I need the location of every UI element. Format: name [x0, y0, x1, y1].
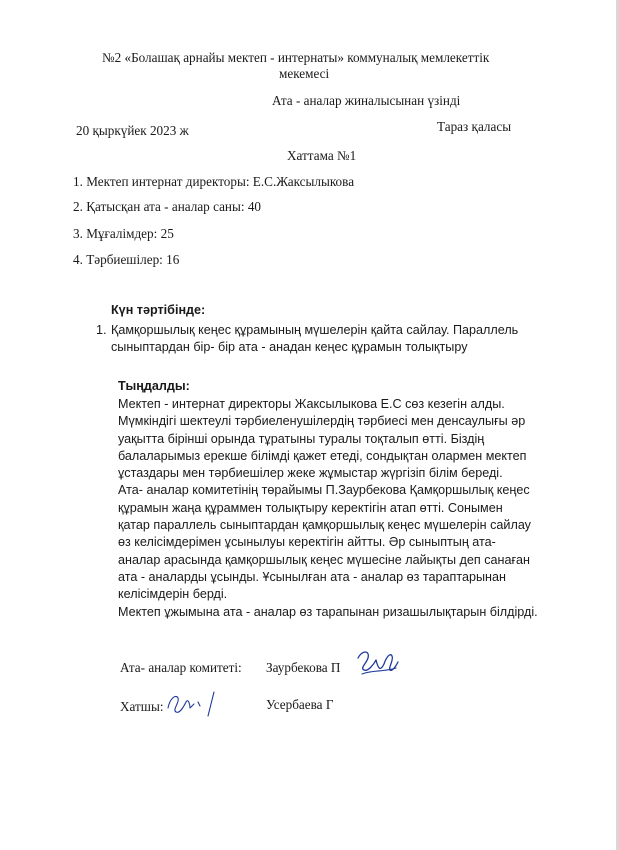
heard-line: Ата- аналар комитетінің төрайымы П.Заурбекова Қамқоршылық кеңес	[118, 483, 530, 498]
secretary-name: Усербаева Г	[266, 697, 334, 712]
agenda-heading: Күн тәртібінде:	[111, 303, 206, 317]
document-city: Тараз қаласы	[437, 119, 512, 134]
document-date: 20 қыркүйек 2023 ж	[76, 123, 189, 138]
attendee-number: 4.	[73, 252, 83, 267]
document-subtitle: Ата - аналар жиналысынан үзінді	[272, 93, 461, 108]
attendee-label: Қатысқан ата - аналар саны:	[86, 199, 245, 214]
heard-line: Мектеп ұжымына ата - аналар өз тарапынан ризашылықтарын білдірді.	[118, 604, 538, 619]
heard-line: қатар параллель сыныптардан қамқоршылық кеңес мүшелерін сайлау	[118, 518, 531, 533]
attendee-label: Мектеп интернат директоры:	[86, 174, 250, 189]
heard-line: құрамын жаңа құраммен толықтыру керектігін атап өтті. Сонымен	[118, 500, 503, 515]
attendee-number: 1.	[73, 174, 83, 189]
heard-line: Мүмкіндігі шектеулі тәрбиеленушілердің тәрбиесі мен денсаулығы әр	[118, 414, 526, 429]
committee-signature-image	[354, 646, 402, 680]
attendee-row-teachers	[73, 226, 174, 242]
heard-line: ата - аналарды ұсынды. Ұсынылған ата - аналар өз тараптарынан	[118, 569, 506, 584]
heard-line: балаларымыз ерекше білімді қажет етеді, сондықтан олармен мектеп	[118, 448, 527, 463]
agenda-item-number: 1.	[96, 323, 107, 337]
attendee-row-educators	[73, 252, 179, 268]
org-name-line2: мекемесі	[279, 66, 330, 81]
secretary-signature-image	[164, 688, 228, 718]
secretary-label: Хатшы:	[120, 699, 164, 714]
agenda-item-line2: сыныптардан бір- бір ата - анадан кеңес құрамын толықтыру	[111, 340, 468, 354]
agenda-item-line1: Қамқоршылық кеңес құрамының мүшелерін қайта сайлау. Параллель	[111, 323, 519, 337]
heard-paragraph	[118, 396, 568, 621]
attendee-value: 16	[166, 252, 180, 267]
attendee-row-parents	[73, 199, 261, 215]
heard-line: ұстаздары мен тәрбиешілер жеке жұмыстар жүргізіп білім береді.	[118, 466, 503, 481]
attendee-number: 2.	[73, 199, 83, 214]
org-name-line1: №2 «Болашақ арнайы мектеп - интернаты» коммуналық мемлекеттік	[102, 50, 490, 65]
heard-heading: Тыңдалды:	[118, 379, 190, 393]
attendee-value: 25	[160, 226, 174, 241]
attendee-value: Е.С.Жаксылыкова	[252, 174, 355, 189]
protocol-number: Хаттама №1	[287, 148, 357, 163]
attendee-label: Мұғалімдер:	[86, 226, 158, 241]
heard-line: уақытта бірінші орында тұратыны туралы тоқталып өтті. Біздің	[118, 431, 485, 446]
attendee-label: Тәрбиешілер:	[86, 252, 163, 267]
attendee-value: 40	[247, 199, 261, 214]
heard-line: Мектеп - интернат директоры Жаксылыкова Е.С сөз кезегін алды.	[118, 397, 505, 411]
attendee-number: 3.	[73, 226, 83, 241]
heard-line: келісімдерін берді.	[118, 587, 228, 602]
committee-name: Заурбекова П	[266, 660, 341, 675]
attendee-row-director	[73, 174, 354, 190]
heard-line: аналар арасында қамқоршылық кеңес мүшесіне лайықты деп санаған	[118, 552, 531, 567]
committee-label: Ата- аналар комитеті:	[120, 660, 242, 675]
heard-line: өз келісімдерімен ұсынылуы керектігін айтты. Әр сыныптың ата-	[118, 535, 496, 550]
